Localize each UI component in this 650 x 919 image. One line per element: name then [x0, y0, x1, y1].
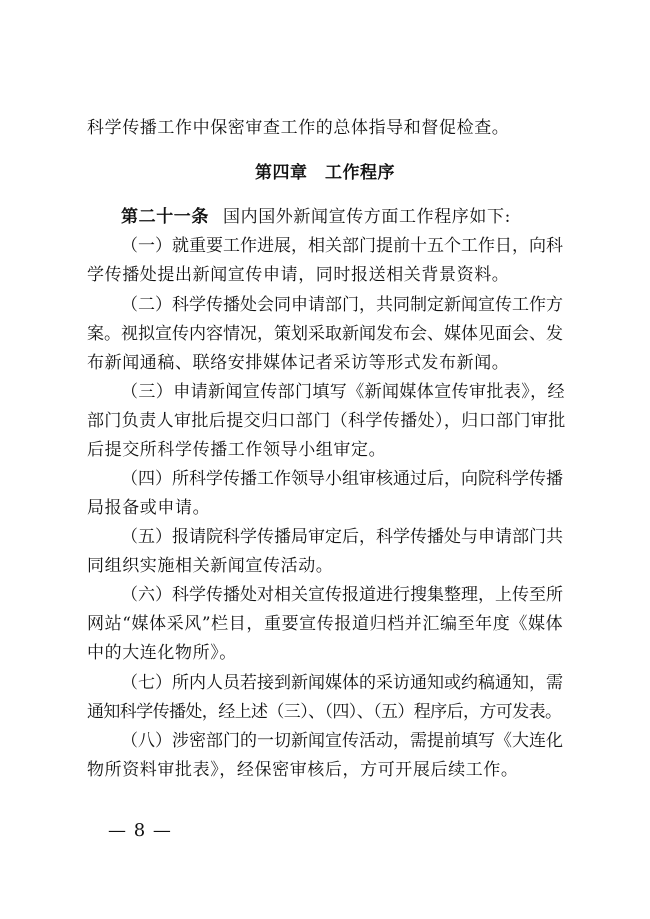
- paragraph-line: 布新闻通稿、联络安排媒体记者采访等形式发布新闻。: [87, 353, 510, 373]
- paragraph-line: （三）申请新闻宣传部门填写《新闻媒体宣传审批表》，经: [121, 382, 565, 402]
- paragraph-line: 中的大连化物所》。: [87, 643, 237, 663]
- article-text: 国内国外新闻宣传方面工作程序如下:: [223, 207, 511, 227]
- paragraph-line: 同组织实施相关新闻宣传活动。: [87, 556, 334, 576]
- chapter-title: 第四章 工作程序: [255, 163, 395, 183]
- paragraph-line: （四）所科学传播工作领导小组审核通过后，向院科学传播: [121, 469, 563, 489]
- paragraph-line: 学传播处提出新闻宣传申请，同时报送相关背景资料。: [87, 265, 510, 285]
- paragraph-line: 通知科学传播处，经上述（三）、（四）、（五）程序后，方可发表。: [87, 702, 562, 722]
- paragraph-line: 案。视拟宣传内容情况，策划采取新闻发布会、媒体见面会、发: [87, 324, 563, 344]
- paragraph-line: 物所资料审批表》，经保密审核后，方可开展后续工作。: [87, 760, 519, 780]
- paragraph-line: 后提交所科学传播工作领导小组审定。: [87, 440, 387, 460]
- paragraph-line: （八）涉密部门的一切新闻宣传活动，需提前填写《大连化: [121, 731, 563, 751]
- paragraph-line: （六）科学传播处对相关宣传报道进行搜集整理，上传至所: [121, 585, 563, 605]
- paragraph-line: （七）所内人员若接到新闻媒体的采访通知或约稿通知，需: [121, 673, 563, 693]
- paragraph-line: 局报备或申请。: [87, 498, 211, 518]
- paragraph-line: （一）就重要工作进展，相关部门提前十五个工作日，向科: [121, 236, 563, 256]
- paragraph-line: 网站“媒体采风”栏目，重要宣传报道归档并汇编至年度《媒体: [87, 614, 564, 634]
- article-heading: [121, 206, 567, 228]
- article-number: 第二十一条: [121, 207, 209, 227]
- paragraph-line: （五）报请院科学传播局审定后，科学传播处与申请部门共: [121, 527, 563, 547]
- intro-line: 科学传播工作中保密审查工作的总体指导和督促检查。: [87, 118, 510, 138]
- paragraph-line: 部门负责人审批后提交归口部门（科学传播处），归口部门审批: [87, 411, 566, 431]
- paragraph-line: （二）科学传播处会同申请部门，共同制定新闻宣传工作方: [121, 295, 563, 315]
- page-number: — 8 —: [108, 820, 172, 841]
